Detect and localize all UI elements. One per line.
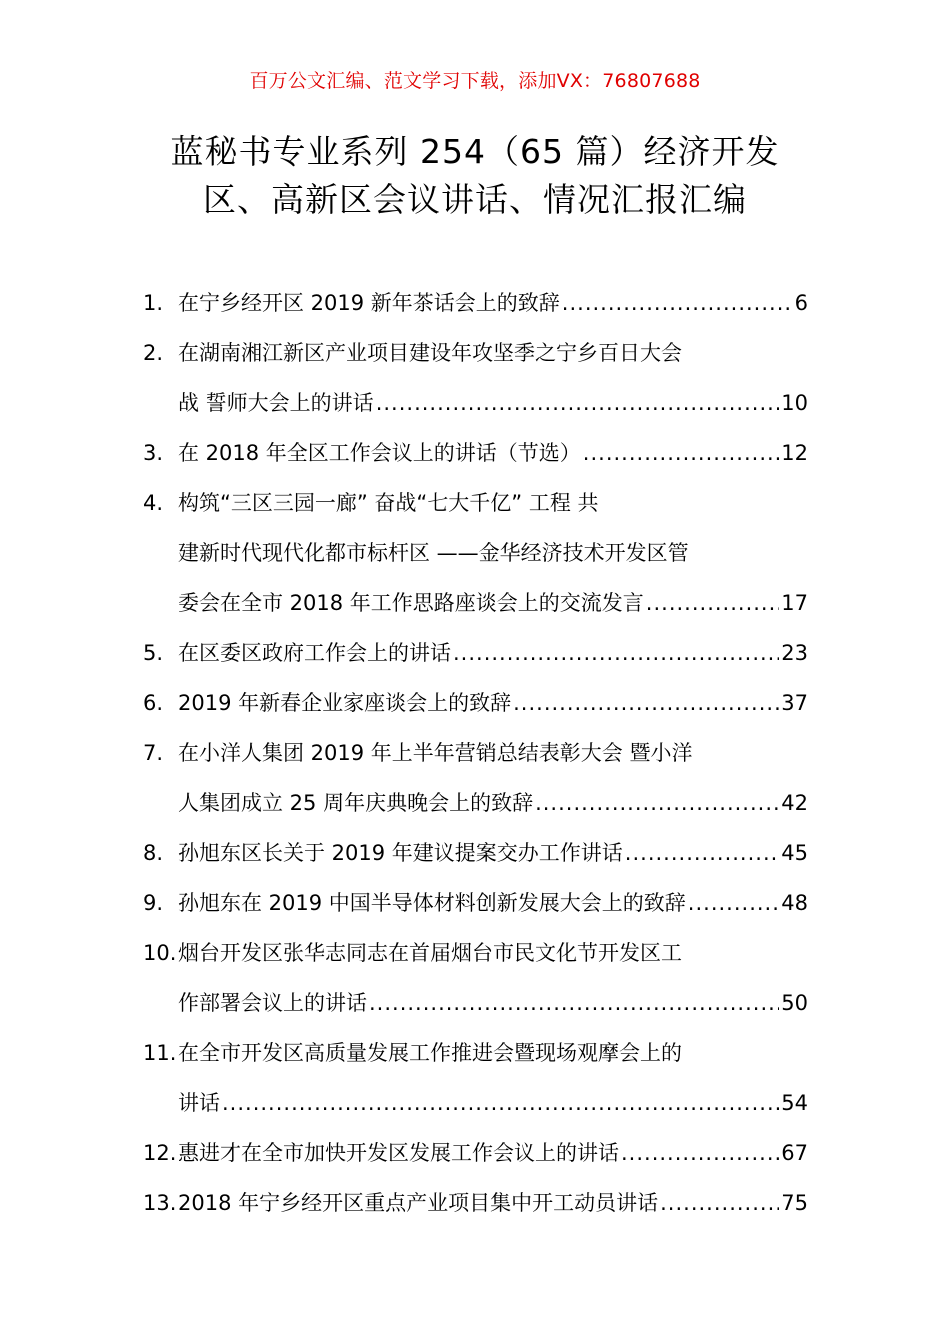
toc-entry-text: 委会在全市 2018 年工作思路座谈会上的交流发言 — [178, 591, 644, 615]
toc-entry[interactable] — [143, 1128, 808, 1178]
toc-entry-title — [178, 1178, 808, 1228]
toc-entry-line — [178, 728, 808, 778]
toc-entry[interactable] — [143, 628, 808, 678]
toc-entry-number: 13. — [143, 1191, 177, 1215]
toc-page-number: 42 — [781, 791, 808, 815]
toc-entry-title — [178, 1028, 808, 1128]
title-line-2: 区、高新区会议讲话、情况汇报汇编 — [203, 180, 747, 219]
toc-entry-line — [178, 1028, 808, 1078]
toc-entry-number: 1. — [143, 291, 164, 315]
toc-entry-text: 在全市开发区高质量发展工作推进会暨现场观摩会上的 — [178, 1041, 682, 1065]
toc-entry[interactable] — [143, 728, 808, 828]
toc-entry-text: 在宁乡经开区 2019 新年茶话会上的致辞 — [178, 291, 560, 315]
toc-page-number: 75 — [781, 1191, 808, 1215]
toc-page-number: 48 — [781, 891, 808, 915]
toc-entry-title — [178, 328, 808, 428]
toc-entry-number: 8. — [143, 841, 164, 865]
toc-entry-title — [178, 828, 808, 878]
toc-entry-text: 烟台开发区张华志同志在首届烟台市民文化节开发区工 — [178, 941, 682, 965]
table-of-contents — [143, 278, 808, 1228]
toc-entry-number: 4. — [143, 491, 164, 515]
toc-leader-dots — [376, 378, 780, 428]
toc-entry-text: 在湖南湘江新区产业项目建设年攻坚季之宁乡百日大会 — [178, 341, 682, 365]
toc-entry-line — [178, 528, 808, 578]
toc-leader-dots — [646, 578, 779, 628]
toc-entry[interactable] — [143, 828, 808, 878]
toc-page-number: 37 — [781, 691, 808, 715]
toc-page-number: 10 — [781, 391, 808, 415]
toc-entry-text: 战 誓师大会上的讲话 — [178, 391, 374, 415]
toc-entry[interactable] — [143, 1178, 808, 1228]
toc-leader-dots — [583, 428, 779, 478]
toc-entry-title — [178, 878, 808, 928]
toc-entry-text: 人集团成立 25 周年庆典晚会上的致辞 — [178, 791, 534, 815]
toc-entry-text: 2018 年宁乡经开区重点产业项目集中开工动员讲话 — [178, 1191, 659, 1215]
toc-entry[interactable] — [143, 1028, 808, 1128]
toc-page-number: 17 — [781, 591, 808, 615]
toc-entry[interactable] — [143, 678, 808, 728]
toc-leader-dots — [562, 278, 793, 328]
toc-entry[interactable] — [143, 878, 808, 928]
toc-entry-number: 12. — [143, 1141, 177, 1165]
toc-page-number: 54 — [781, 1091, 808, 1115]
toc-entry-title — [178, 928, 808, 1028]
toc-entry-text: 建新时代现代化都市标杆区 ——金华经济技术开发区管 — [178, 541, 689, 565]
toc-entry-number: 2. — [143, 341, 164, 365]
toc-entry-text: 孙旭东在 2019 中国半导体材料创新发展大会上的致辞 — [178, 891, 686, 915]
toc-entry-line — [178, 1128, 808, 1178]
toc-entry-line — [178, 678, 808, 728]
toc-page-number: 67 — [781, 1141, 808, 1165]
toc-entry-text: 讲话 — [178, 1091, 220, 1115]
toc-leader-dots — [222, 1078, 779, 1128]
toc-entry-title — [178, 278, 808, 328]
toc-leader-dots — [513, 678, 779, 728]
toc-entry-title — [178, 1128, 808, 1178]
toc-entry[interactable] — [143, 478, 808, 628]
toc-entry[interactable] — [143, 328, 808, 428]
toc-entry[interactable] — [143, 428, 808, 478]
toc-entry-number: 6. — [143, 691, 164, 715]
toc-leader-dots — [625, 828, 779, 878]
toc-page-number: 45 — [781, 841, 808, 865]
toc-entry-text: 孙旭东区长关于 2019 年建议提案交办工作讲话 — [178, 841, 623, 865]
toc-page-number: 6 — [794, 291, 808, 315]
toc-leader-dots — [535, 778, 779, 828]
toc-entry-title — [178, 728, 808, 828]
toc-entry-line — [178, 428, 808, 478]
toc-entry-title — [178, 628, 808, 678]
toc-entry-text: 惠进才在全市加快开发区发展工作会议上的讲话 — [178, 1141, 619, 1165]
toc-leader-dots — [660, 1178, 779, 1228]
toc-entry-number: 9. — [143, 891, 164, 915]
toc-page-number: 23 — [781, 641, 808, 665]
toc-entry-text: 在小洋人集团 2019 年上半年营销总结表彰大会 暨小洋 — [178, 741, 693, 765]
toc-entry-line — [178, 378, 808, 428]
toc-entry-line — [178, 978, 808, 1028]
toc-entry[interactable] — [143, 278, 808, 328]
toc-entry-line — [178, 328, 808, 378]
toc-entry-line — [178, 878, 808, 928]
toc-entry-number: 11. — [143, 1041, 177, 1065]
toc-leader-dots — [621, 1128, 779, 1178]
toc-entry-line — [178, 828, 808, 878]
toc-entry-number: 10. — [143, 941, 177, 965]
toc-entry-text: 在区委区政府工作会上的讲话 — [178, 641, 451, 665]
toc-entry-text: 作部署会议上的讲话 — [178, 991, 367, 1015]
toc-leader-dots — [453, 628, 779, 678]
toc-entry-line — [178, 478, 808, 528]
toc-page-number: 50 — [781, 991, 808, 1015]
toc-leader-dots — [369, 978, 779, 1028]
toc-page-number: 12 — [781, 441, 808, 465]
toc-entry-line — [178, 1078, 808, 1128]
toc-entry-title — [178, 428, 808, 478]
toc-entry-number: 3. — [143, 441, 164, 465]
toc-entry-line — [178, 278, 808, 328]
toc-entry-line — [178, 578, 808, 628]
toc-entry-text: 2019 年新春企业家座谈会上的致辞 — [178, 691, 512, 715]
toc-entry-number: 7. — [143, 741, 164, 765]
toc-entry-text: 在 2018 年全区工作会议上的讲话（节选） — [178, 441, 581, 465]
toc-entry-line — [178, 778, 808, 828]
toc-entry-title — [178, 478, 808, 628]
toc-entry-line — [178, 628, 808, 678]
toc-entry[interactable] — [143, 928, 808, 1028]
toc-leader-dots — [688, 878, 779, 928]
title-line-1: 蓝秘书专业系列 254（65 篇）经济开发 — [170, 132, 780, 171]
toc-entry-line — [178, 928, 808, 978]
toc-entry-number: 5. — [143, 641, 164, 665]
toc-entry-text: 构筑“三区三园一廊” 奋战“七大千亿” 工程 共 — [178, 491, 599, 515]
header-note: 百万公文汇编、范文学习下载，添加VX：76807688 — [249, 70, 701, 92]
toc-entry-line — [178, 1178, 808, 1228]
toc-entry-title — [178, 678, 808, 728]
document-title — [120, 128, 830, 224]
